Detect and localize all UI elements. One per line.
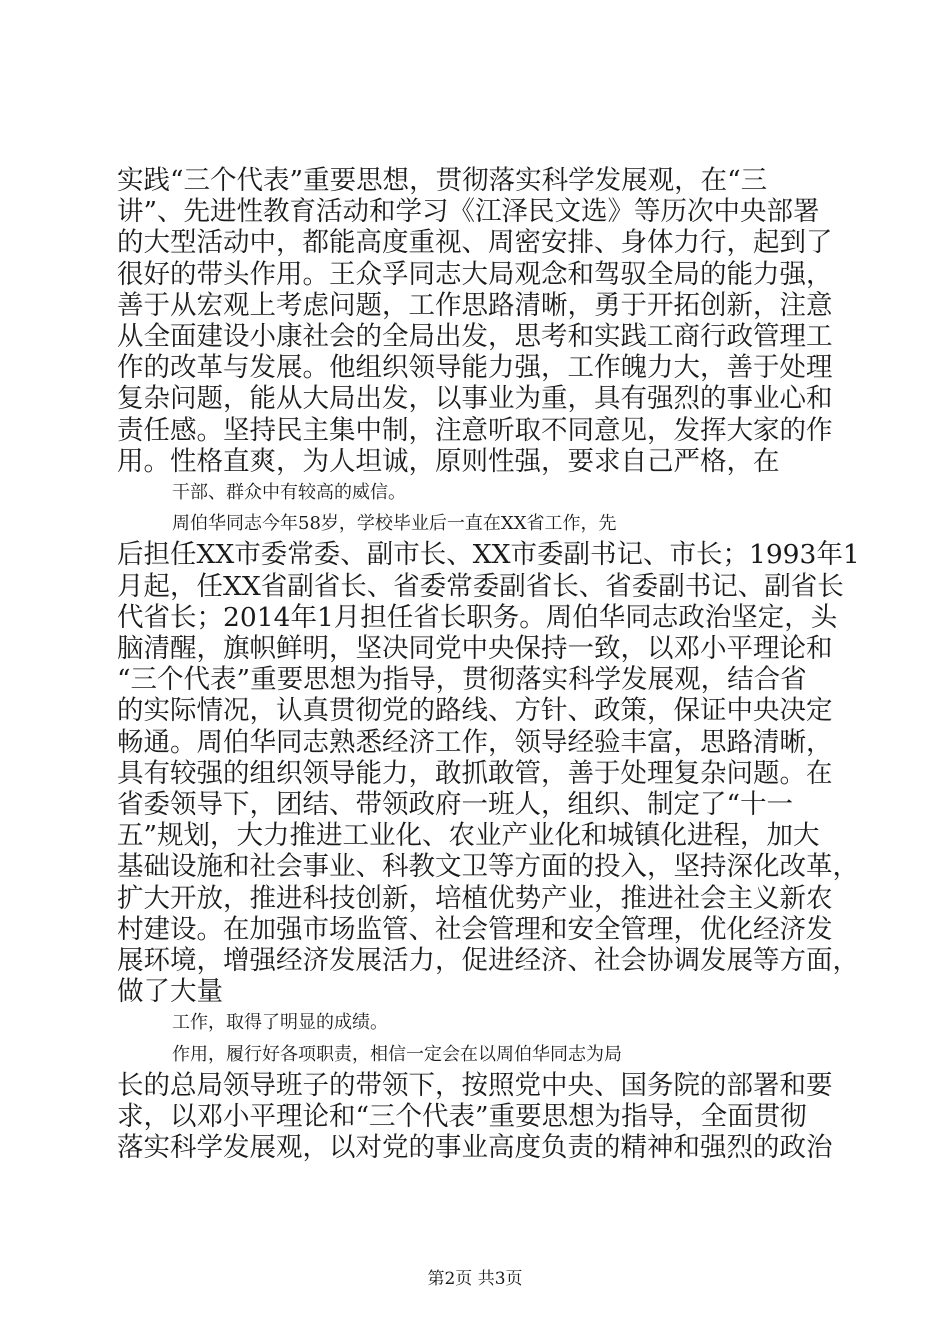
text-line: 长的总局领导班子的带领下，按照党中央、国务院的部署和要 (117, 1069, 833, 1101)
text-line: 从全面建设小康社会的全局出发，思考和实践工商行政管理工 (117, 321, 833, 352)
text-line: 村建设。在加强市场监管、社会管理和安全管理，优化经济发 (117, 913, 833, 945)
text-line: 后担任XX市委常委、副市长、XX市委副书记、市长；1993年1 (117, 539, 860, 571)
text-line: 作用，履行好各项职责，相信一定会在以周伯华同志为局 (172, 1043, 622, 1065)
text-line: 展环境，增强经济发展活力，促进经济、社会协调发展等方面， (117, 945, 859, 976)
text-line: 具有较强的组织领导能力，敢抓敢管，善于处理复杂问题。在 (117, 757, 833, 789)
text-line: 脑清醒，旗帜鲜明，坚决同党中央保持一致，以邓小平理论和 (117, 633, 833, 664)
text-line: 作的改革与发展。他组织领导能力强，工作魄力大，善于处理 (117, 352, 833, 384)
text-line: 复杂问题，能从大局出发，以事业为重，具有强烈的事业心和 (117, 383, 833, 415)
text-line: 讲”、先进性教育活动和学习《江泽民文选》等历次中央部署 (117, 196, 820, 228)
text-line: 扩大开放，推进科技创新，培植优势产业，推进社会主义新农 (117, 882, 833, 914)
text-line: 做了大量 (117, 976, 223, 1008)
text-line: 工作，取得了明显的成绩。 (172, 1012, 388, 1034)
text-line: 落实科学发展观，以对党的事业高度负责的精神和强烈的政治 (117, 1132, 833, 1164)
text-line: 五”规划，大力推进工业化、农业产业化和城镇化进程，加大 (117, 820, 820, 852)
text-line: 用。性格直爽，为人坦诚，原则性强，要求自己严格，在 (117, 445, 780, 477)
text-line: 基础设施和社会事业、科教文卫等方面的投入，坚持深化改革， (117, 851, 859, 883)
text-line: 省委领导下，团结、带领政府一班人，组织、制定了“十一 (117, 789, 794, 820)
text-line: “三个代表”重要思想为指导，贯彻落实科学发展观，结合省 (117, 664, 807, 696)
text-line: 畅通。周伯华同志熟悉经济工作，领导经验丰富，思路清晰， (117, 726, 833, 758)
text-line: 很好的带头作用。王众孚同志大局观念和驾驭全局的能力强， (117, 258, 833, 290)
text-line: 月起，任XX省副省长、省委常委副省长、省委副书记、副省长 (117, 570, 844, 602)
text-line: 的实际情况，认真贯彻党的路线、方针、政策，保证中央决定 (117, 695, 833, 727)
text-line: 求，以邓小平理论和“三个代表”重要思想为指导，全面贯彻 (117, 1101, 807, 1132)
text-line: 干部、群众中有较高的威信。 (172, 482, 406, 503)
text-line: 的大型活动中，都能高度重视、周密安排、身体力行，起到了 (117, 227, 833, 259)
text-line: 实践“三个代表”重要思想，贯彻落实科学发展观，在“三 (117, 165, 768, 196)
text-line: 代省长；2014年1月担任省长职务。周伯华同志政治坚定，头 (117, 601, 838, 633)
text-line: 周伯华同志今年58岁，学校毕业后一直在XX省工作，先 (172, 513, 617, 535)
text-line: 善于从宏观上考虑问题，工作思路清晰，勇于开拓创新，注意 (117, 289, 833, 321)
page-number: 第2页 共3页 (427, 1269, 523, 1289)
text-line: 责任感。坚持民主集中制，注意听取不同意见，发挥大家的作 (117, 414, 833, 446)
